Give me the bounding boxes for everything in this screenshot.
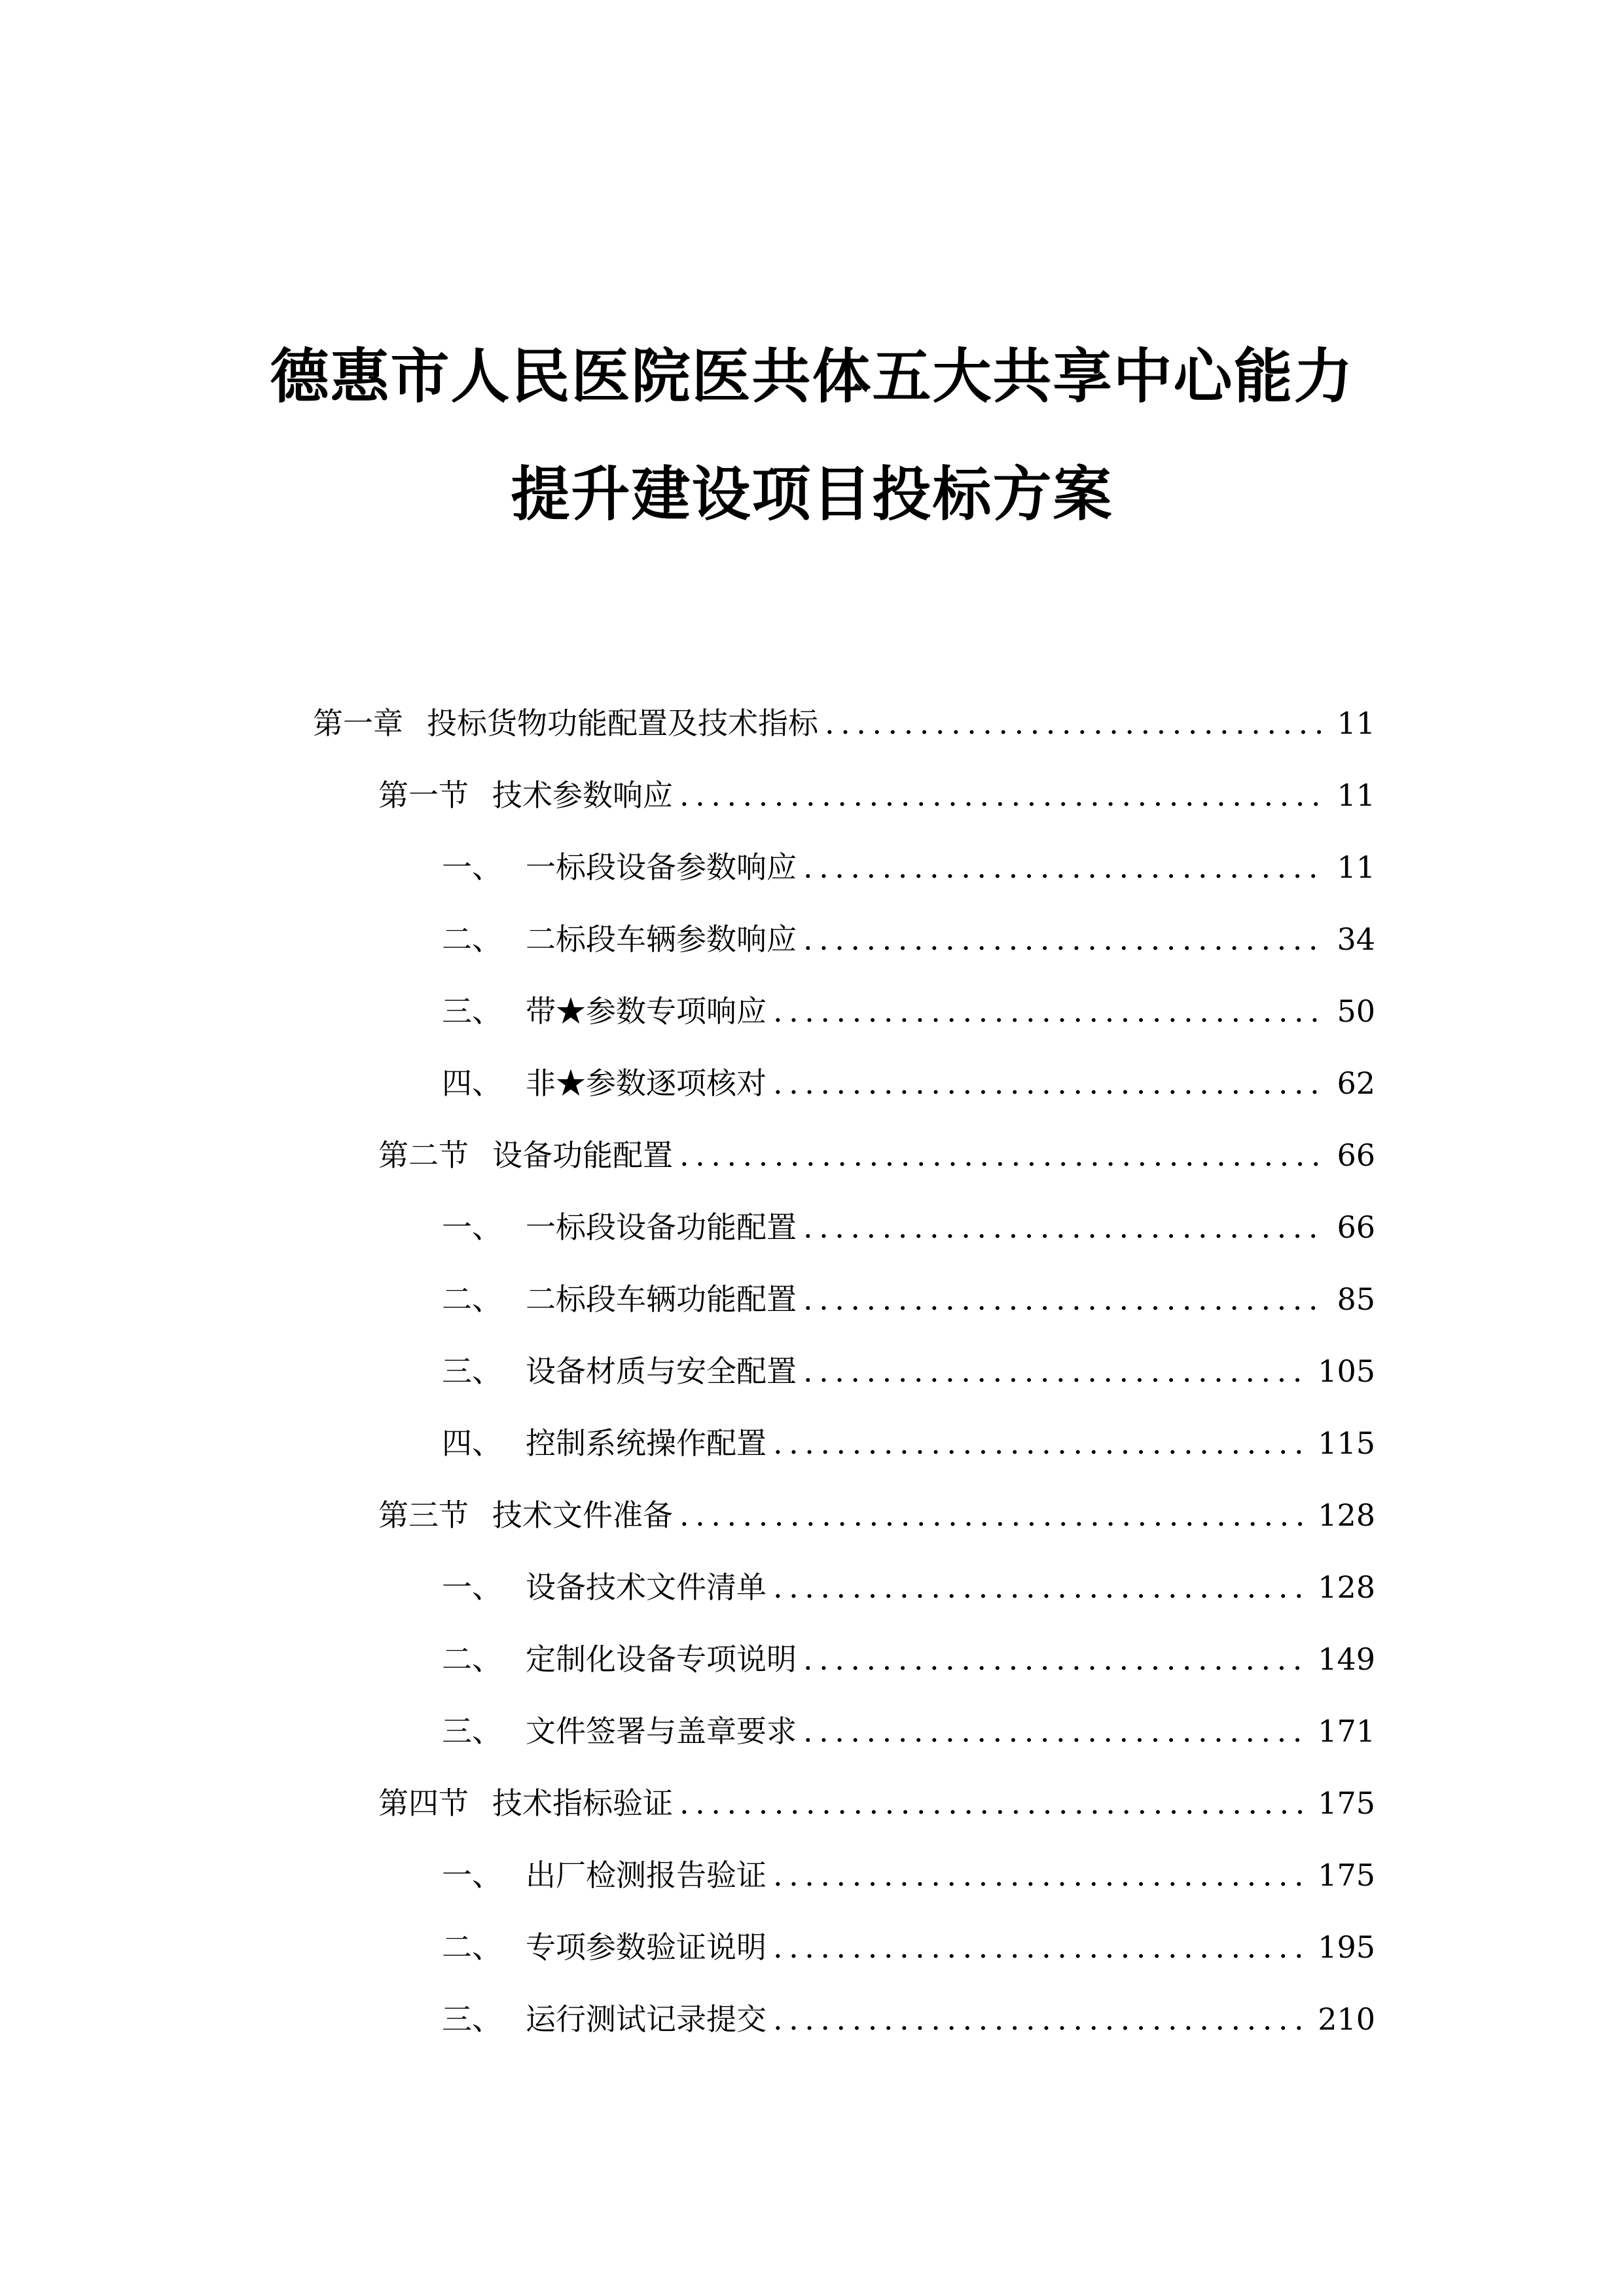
toc-dot-leader [773, 1428, 1308, 1458]
toc-entry-title: 设备技术文件清单 [526, 1570, 767, 1605]
toc-entry-number: 第一节 [378, 778, 469, 813]
toc-entry-item[interactable] [442, 1212, 1375, 1249]
toc-entry-page: 171 [1318, 1713, 1375, 1749]
toc-dot-leader [773, 1572, 1308, 1602]
toc-entry-title: 技术指标验证 [492, 1785, 673, 1821]
toc-entry-title: 定制化设备专项说明 [526, 1641, 797, 1677]
toc-dot-leader [803, 1284, 1327, 1314]
toc-entry-page: 34 [1337, 922, 1375, 957]
toc-entry-page: 105 [1318, 1354, 1375, 1389]
toc-dot-leader [803, 852, 1327, 882]
toc-entry-section[interactable] [378, 780, 1375, 817]
toc-entry-title: 设备功能配置 [492, 1138, 673, 1173]
toc-entry-page: 11 [1337, 706, 1375, 741]
toc-dot-leader [773, 2004, 1308, 2034]
toc-entry-title: 专项参数验证说明 [526, 1929, 767, 1965]
toc-dot-leader [803, 1212, 1327, 1242]
toc-entry-title: 二标段车辆参数响应 [526, 922, 797, 957]
toc-entry-page: 128 [1318, 1498, 1375, 1533]
toc-entry-item[interactable] [442, 924, 1375, 961]
toc-entry-title: 投标货物功能配置及技术指标 [427, 706, 818, 741]
document-title-line-2: 提升建设项目投标方案 [511, 459, 1113, 529]
toc-entry-item[interactable] [442, 1857, 1375, 1897]
toc-entry-title: 设备材质与安全配置 [526, 1354, 797, 1389]
toc-entry-item[interactable] [442, 1284, 1375, 1321]
toc-entry-page: 175 [1318, 1785, 1375, 1821]
toc-dot-leader [679, 780, 1327, 810]
toc-entry-number: 四、 [442, 1066, 502, 1101]
toc-entry-item[interactable] [442, 1068, 1375, 1105]
toc-dot-leader [679, 1500, 1308, 1530]
toc-entry-item[interactable] [442, 1929, 1375, 1969]
toc-entry-title: 一标段设备参数响应 [526, 850, 797, 885]
toc-entry-page: 50 [1337, 994, 1375, 1029]
document-title-line-1: 德惠市人民医院医共体五大共享中心能力 [270, 342, 1354, 411]
toc-entry-page: 85 [1337, 1282, 1375, 1317]
toc-entry-item[interactable] [442, 1713, 1375, 1753]
toc-entry-number: 第二节 [378, 1138, 469, 1173]
toc-dot-leader [679, 1140, 1327, 1170]
toc-dot-leader [803, 1644, 1308, 1674]
toc-entry-title: 技术文件准备 [492, 1498, 673, 1533]
toc-entry-page: 66 [1337, 1138, 1375, 1173]
toc-entry-number: 三、 [442, 2001, 502, 2037]
toc-entry-page: 115 [1318, 1426, 1375, 1461]
toc-entry-page: 66 [1337, 1210, 1375, 1245]
toc-entry-item[interactable] [442, 1428, 1375, 1465]
toc-entry-number: 四、 [442, 1426, 502, 1461]
toc-entry-page: 149 [1318, 1641, 1375, 1677]
toc-entry-title: 控制系统操作配置 [526, 1426, 767, 1461]
toc-entry-item[interactable] [442, 996, 1375, 1033]
toc-dot-leader [803, 1716, 1308, 1746]
toc-entry-section[interactable] [378, 1785, 1375, 1825]
toc-entry-item[interactable] [442, 1572, 1375, 1609]
toc-entry-number: 三、 [442, 1713, 502, 1749]
toc-entry-page: 128 [1318, 1570, 1375, 1605]
toc-dot-leader [773, 996, 1327, 1026]
toc-entry-item[interactable] [442, 2001, 1375, 2041]
toc-entry-number: 二、 [442, 922, 502, 957]
toc-entry-section[interactable] [378, 1140, 1375, 1177]
toc-entry-page: 175 [1318, 1857, 1375, 1893]
toc-entry-title: 一标段设备功能配置 [526, 1210, 797, 1245]
toc-entry-number: 二、 [442, 1929, 502, 1965]
toc-entry-number: 二、 [442, 1282, 502, 1317]
toc-entry-number: 三、 [442, 1354, 502, 1389]
toc-entry-title: 非★参数逐项核对 [526, 1066, 767, 1101]
toc-dot-leader [679, 1788, 1308, 1818]
toc-entry-title: 二标段车辆功能配置 [526, 1282, 797, 1317]
toc-entry-title: 运行测试记录提交 [526, 2001, 767, 2037]
toc-entry-page: 62 [1337, 1066, 1375, 1101]
toc-entry-item[interactable] [442, 852, 1375, 889]
toc-dot-leader [773, 1932, 1308, 1962]
toc-entry-page: 11 [1337, 850, 1375, 885]
toc-entry-section[interactable] [378, 1500, 1375, 1537]
toc-dot-leader [825, 708, 1327, 738]
toc-entry-number: 一、 [442, 850, 502, 885]
toc-entry-chapter[interactable] [313, 708, 1375, 745]
toc-entry-page: 195 [1318, 1929, 1375, 1965]
toc-entry-page: 11 [1337, 778, 1375, 813]
toc-entry-page: 210 [1318, 2001, 1375, 2037]
toc-dot-leader [803, 1356, 1308, 1386]
toc-entry-number: 第三节 [378, 1498, 469, 1533]
toc-entry-number: 第四节 [378, 1785, 469, 1821]
toc-entry-number: 三、 [442, 994, 502, 1029]
toc-entry-number: 一、 [442, 1570, 502, 1605]
toc-entry-item[interactable] [442, 1641, 1375, 1681]
toc-entry-title: 出厂检测报告验证 [526, 1857, 767, 1893]
toc-entry-number: 第一章 [313, 706, 403, 741]
toc-entry-title: 技术参数响应 [492, 778, 673, 813]
toc-entry-item[interactable] [442, 1356, 1375, 1393]
toc-dot-leader [773, 1068, 1327, 1098]
toc-entry-title: 文件签署与盖章要求 [526, 1713, 797, 1749]
toc-dot-leader [773, 1860, 1308, 1890]
toc-entry-title: 带★参数专项响应 [526, 994, 767, 1029]
toc-entry-number: 二、 [442, 1641, 502, 1677]
toc-dot-leader [803, 924, 1327, 954]
toc-entry-number: 一、 [442, 1210, 502, 1245]
toc-entry-number: 一、 [442, 1857, 502, 1893]
